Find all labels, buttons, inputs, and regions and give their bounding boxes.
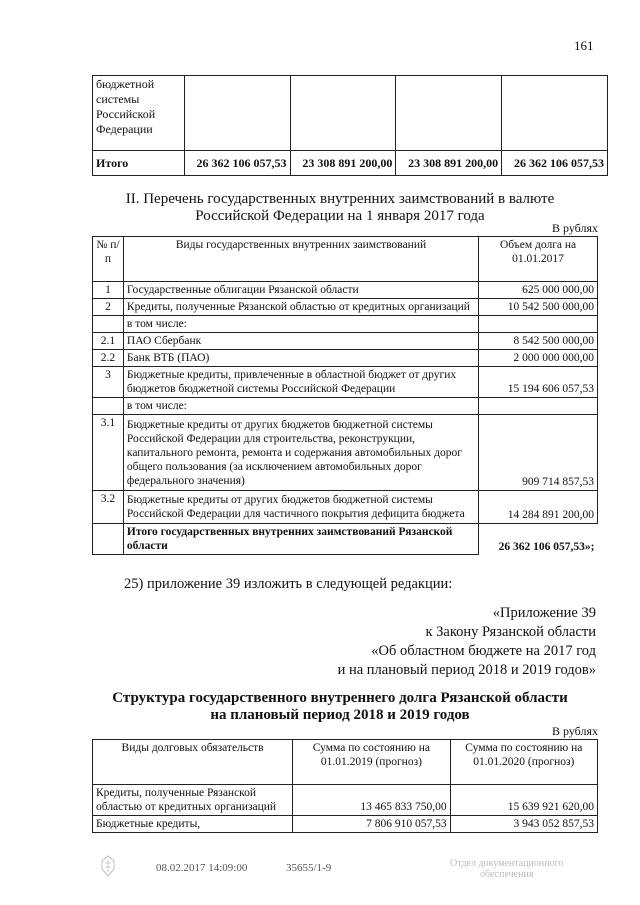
row-num: 2.2 bbox=[93, 350, 124, 367]
row-label: Государственные облигации Рязанской области bbox=[123, 282, 478, 299]
footer-datetime: 08.02.2017 14:09:00 bbox=[156, 862, 248, 874]
table-row bbox=[93, 350, 598, 367]
unit-label: В рублях bbox=[551, 221, 598, 235]
table-row bbox=[93, 785, 598, 816]
row-label: Бюджетные кредиты, bbox=[93, 816, 293, 833]
table-row bbox=[93, 816, 598, 833]
row-value-2020: 15 639 921 620,00 bbox=[450, 785, 597, 816]
row-num: 3 bbox=[93, 367, 124, 398]
row-label: Бюджетные кредиты от других бюджетов бюджетной системы Российской Федерации для частичного покрытия дефицита бюджета bbox=[123, 491, 478, 524]
table-row bbox=[93, 299, 598, 316]
table-row bbox=[93, 316, 598, 333]
appendix-line: «Об областном бюджете на 2017 год bbox=[371, 643, 596, 659]
header-2019: Сумма по состоянию на 01.01.2019 (прогноз) bbox=[293, 740, 450, 785]
row-num: 3.2 bbox=[93, 491, 124, 524]
table-row-total bbox=[93, 524, 598, 555]
appendix-header bbox=[338, 604, 596, 680]
table-row bbox=[93, 367, 598, 398]
header-2020: Сумма по состоянию на 01.01.2020 (прогноз) bbox=[450, 740, 597, 785]
table-row bbox=[93, 282, 598, 299]
appendix-line: «Приложение 39 bbox=[492, 605, 596, 621]
row-num: 1 bbox=[93, 282, 124, 299]
header-num: № п/п bbox=[93, 237, 124, 282]
table-row bbox=[93, 398, 598, 415]
row-value-2019: 13 465 833 750,00 bbox=[293, 785, 450, 816]
header-type: Виды долговых обязательств bbox=[93, 740, 293, 785]
stamp-line: Отдел документационного bbox=[450, 858, 564, 869]
total-value: 23 308 891 200,00 bbox=[396, 151, 502, 176]
section-title-line: II. Перечень государственных внутренних заимствований в валюте bbox=[125, 191, 555, 207]
stamp bbox=[450, 858, 563, 880]
total-value: 23 308 891 200,00 bbox=[290, 151, 396, 176]
table-header-row bbox=[93, 740, 598, 785]
row-num: 3.1 bbox=[93, 415, 124, 491]
section-title bbox=[100, 191, 580, 225]
footer-doc-id: 35655/1-9 bbox=[286, 862, 332, 874]
row-value: 10 542 500 000,00 bbox=[479, 299, 598, 316]
table-row bbox=[93, 415, 598, 491]
paragraph-text: 25) приложение 39 изложить в следующей редакции: bbox=[124, 576, 453, 592]
row-label: Бюджетные кредиты, привлеченные в областной бюджет от других бюджетов бюджетной системы Российской Федерации bbox=[123, 367, 478, 398]
row-num bbox=[93, 524, 124, 555]
table-row bbox=[93, 333, 598, 350]
row-value-2020: 3 943 052 857,53 bbox=[450, 816, 597, 833]
debt-structure-table bbox=[92, 739, 598, 833]
section-title bbox=[100, 690, 580, 724]
section-title-line: Российской Федерации на 1 января 2017 года bbox=[195, 208, 485, 224]
section-title-line: Структура государственного внутреннего долга Рязанской области bbox=[112, 690, 568, 706]
row-value: 2 000 000 000,00 bbox=[479, 350, 598, 367]
table-header-row bbox=[93, 237, 598, 282]
table-cell bbox=[184, 76, 290, 151]
table-row-total bbox=[93, 151, 608, 176]
row-value bbox=[479, 398, 598, 415]
total-value: 26 362 106 057,53»; bbox=[498, 540, 595, 553]
table-cell bbox=[290, 76, 396, 151]
row-value: 8 542 500 000,00 bbox=[479, 333, 598, 350]
row-value: 15 194 606 057,53 bbox=[479, 367, 598, 398]
row-label: в том числе: bbox=[123, 316, 478, 333]
table-cell-label: бюджетной системы Российской Федерации bbox=[93, 76, 185, 151]
appendix-line: к Закону Рязанской области bbox=[425, 624, 596, 640]
row-num bbox=[93, 316, 124, 333]
row-value: 625 000 000,00 bbox=[479, 282, 598, 299]
row-num: 2 bbox=[93, 299, 124, 316]
row-label: Кредиты, полученные Рязанской областью от кредитных организаций bbox=[123, 299, 478, 316]
header-type: Виды государственных внутренних заимствований bbox=[123, 237, 478, 282]
table-cell bbox=[502, 76, 608, 151]
row-num: 2.1 bbox=[93, 333, 124, 350]
row-value: 909 714 857,53 bbox=[479, 415, 598, 491]
row-label: ПАО Сбербанк bbox=[123, 333, 478, 350]
table-cell bbox=[396, 76, 502, 151]
total-value: 26 362 106 057,53 bbox=[502, 151, 608, 176]
unit-label: В рублях bbox=[551, 724, 598, 738]
total-value: 26 362 106 057,53 bbox=[184, 151, 290, 176]
row-value: 14 284 891 200,00 bbox=[479, 491, 598, 524]
borrowings-table bbox=[92, 236, 598, 555]
row-label: Кредиты, полученные Рязанской областью от кредитных организаций bbox=[93, 785, 293, 816]
row-label: в том числе: bbox=[123, 398, 478, 415]
row-num bbox=[93, 398, 124, 415]
header-volume: Объем долга на 01.01.2017 bbox=[479, 237, 598, 282]
row-value bbox=[479, 316, 598, 333]
table-row bbox=[93, 76, 608, 151]
total-label: Итого государственных внутренних заимствований Рязанской области bbox=[123, 524, 478, 555]
page-number: 161 bbox=[574, 38, 594, 53]
row-value-2019: 7 806 910 057,53 bbox=[293, 816, 450, 833]
emblem-icon bbox=[100, 855, 116, 877]
section-title-line: на плановый период 2018 и 2019 годов bbox=[210, 707, 470, 723]
total-label: Итого bbox=[93, 151, 185, 176]
row-label: Банк ВТБ (ПАО) bbox=[123, 350, 478, 367]
stamp-line: обеспечения bbox=[480, 869, 534, 880]
table-continuation bbox=[92, 75, 608, 176]
table-row bbox=[93, 491, 598, 524]
row-label: Бюджетные кредиты от других бюджетов бюджетной системы Российской Федерации для строительства, реконструкции, капитального ремонта, ремонта и содержания автомобильных дорог общего пользования (за исключением автомобильных дорог федерального значения) bbox=[123, 415, 478, 491]
appendix-line: и на плановый период 2018 и 2019 годов» bbox=[337, 662, 596, 678]
